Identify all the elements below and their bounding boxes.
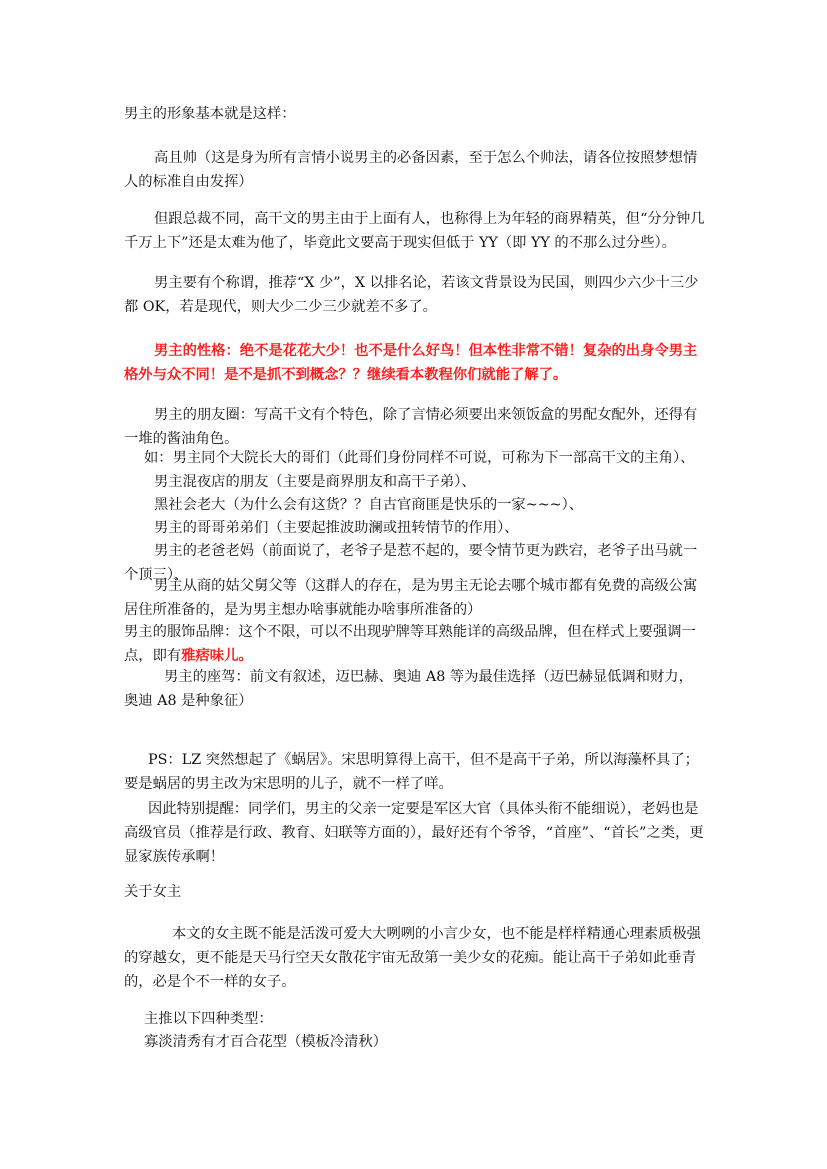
paragraph-character-highlight: 男主的性格：绝不是花花大少！也不是什么好鸟！但本性非常不错！复杂的出身令男主格外与众不同！是不是抓不到概念？？继续看本教程你们就能了解了。 (124, 343, 698, 383)
list-item-relatives: 男主从商的姑父舅父等（这群人的存在，是为男主无论去哪个城市都有免费的高级公寓居住所准备的，是为男主想办啥事就能办啥事所准备的） (124, 578, 698, 618)
paragraph-tall-handsome: 高且帅（这是身为所有言情小说男主的必备因素，至于怎么个帅法，请各位按照梦想情人的标准自由发挥） (124, 150, 698, 190)
paragraph-ps: PS：LZ 突然想起了《蜗居》。宋思明算得上高干，但不是高干子弟，所以海藻杯具了；要是蜗居的男主改为宋思明的儿子，就不一样了咩。 (124, 752, 699, 792)
paragraph-reminder: 因此特别提醒：同学们，男主的父亲一定要是军区大官（具体头衔不能细说），老妈也是高级官员（推荐是行政、教育、妇联等方面的），最好还有个爷爷，“首座”、“首长”之类，更显家族传承啊！ (124, 801, 704, 865)
brand-highlight: 雅痞味儿。 (181, 648, 253, 664)
brand-text: 男主的服饰品牌：这个不限，可以不出现驴牌等耳熟能详的高级品牌，但在样式上要强调一点，即有 (124, 624, 696, 664)
list-item: 男主的哥哥弟弟们（主要起推波助澜或扭转情节的作用）、 (154, 520, 519, 536)
type-item: 寡淡清秀有才百合花型（模板冷清秋） (144, 1034, 388, 1050)
list-item: 黑社会老大（为什么会有这货？？自古官商匪是快乐的一家~~~）、 (154, 497, 584, 513)
list-item-parents: 男主的老爸老妈（前面说了，老爷子是惹不起的，要令情节更为跌宕，老爷子出马就一个顶三）、 (124, 543, 698, 583)
list-item: 男主混夜店的朋友（主要是商界朋友和高干子弟）、 (154, 474, 476, 490)
list-item: 如：男主同个大院长大的哥们（此哥们身份同样不可说，可称为下一部高干文的主角）、 (144, 450, 695, 466)
paragraph-ceo-difference: 但跟总裁不同，高干文的男主由于上面有人，也称得上为年轻的商界精英，但“分分钟几千万上下”还是太难为他了，毕竟此文要高于现实但低于 YY（即 YY 的不那么过分些）。 (124, 211, 705, 251)
paragraph-female-lead: 本文的女主既不能是活泼可爱大大咧咧的小言少女，也不能是样样精通心理素质极强的穿越女，更不能是天马行空天女散花宇宙无敌第一美少女的花痴。能让高干子弟如此垂青的，必是个不一样的女子。 (124, 926, 701, 990)
types-intro: 主推以下四种类型： (144, 1011, 273, 1027)
paragraph-title-naming: 男主要有个称谓，推荐“X 少”，X 以排名论，若该文背景设为民国，则四少六少十三少都 OK，若是现代，则大少二少三少就差不多了。 (124, 275, 699, 315)
paragraph-car: 男主的座驾：前文有叙述，迈巴赫、奥迪 A8 等为最佳选择（迈巴赫显低调和财力，奥迪 A8 是种象征） (124, 669, 693, 709)
paragraph-brand (124, 620, 707, 668)
paragraph-friends-circle: 男主的朋友圈：写高干文有个特色，除了言情必须要出来领饭盒的男配女配外，还得有一堆的酱油角色。 (124, 407, 698, 447)
intro-line: 男主的形象基本就是这样： (124, 106, 296, 122)
heading-female-lead: 关于女主 (124, 884, 182, 900)
